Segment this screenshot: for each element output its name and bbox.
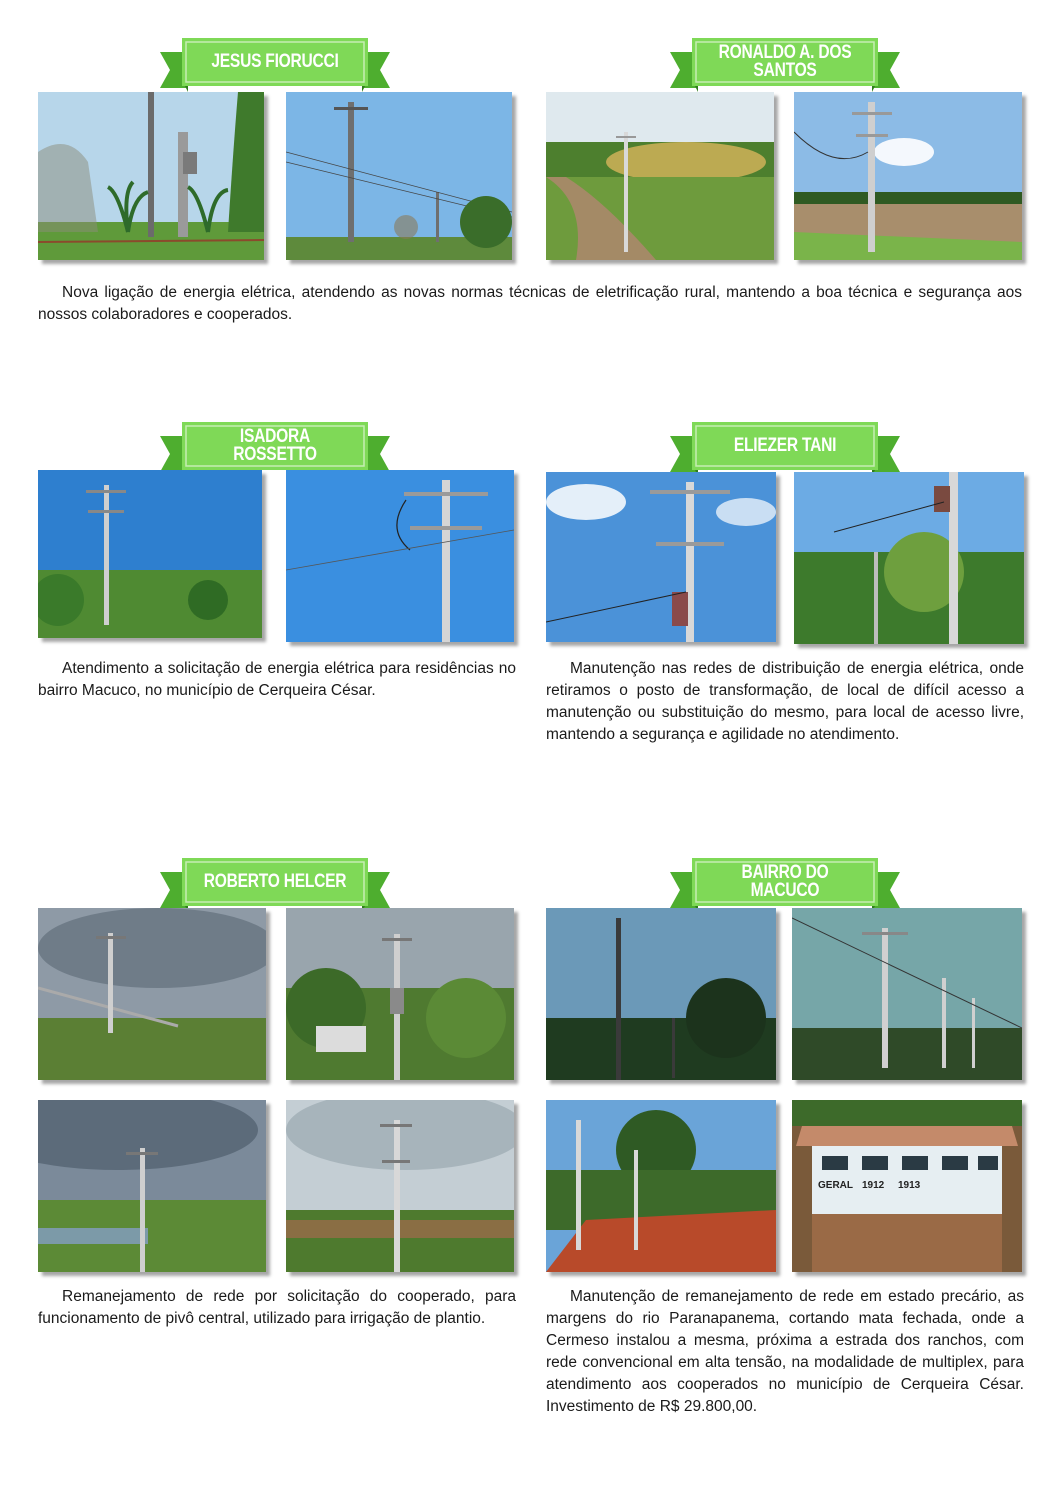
photo-eliezer-2	[794, 472, 1024, 644]
photo-pole-blue-sky	[286, 92, 512, 260]
section-title: ISADORA ROSSETTO	[233, 426, 317, 465]
photo-rural-pole-palms	[38, 92, 264, 260]
photo-roberto-3	[38, 1100, 266, 1272]
caption-isadora: Atendimento a solicitação de energia elétrica para residências no bairro Macuco, no município de Cerqueira César.	[38, 660, 516, 699]
photo-macuco-3	[546, 1100, 776, 1272]
photo-soy-field-pole	[794, 92, 1022, 260]
section-title-banner	[160, 36, 390, 98]
photo-macuco-1	[546, 908, 776, 1080]
caption-eliezer: Manutenção nas redes de distribuição de energia elétrica, onde retiramos o posto de transformação, de local de difícil acesso a manutenção ou substituição do mesmo, para local de acesso livre, mantendo a segurança e agilidade no atendimento.	[546, 660, 1024, 743]
photo-roberto-1	[38, 908, 266, 1080]
section-title: JESUS FIORUCCI	[211, 51, 339, 72]
caption-macuco: Manutenção de remanejamento de rede em estado precário, as margens do rio Paranapanema, cortando mata fechada, onde a Cermeso instalou a mesma, próxima a estrada dos ranchos, com rede convencional em alta tensão, na modalidade de multiplex, para atendimento aos cooperados no município de Cerqueira César. Investimento de R$ 29.800,00.	[546, 1288, 1024, 1415]
section-title: ELIEZER TANI	[733, 435, 837, 456]
caption-roberto: Remanejamento de rede por solicitação do cooperado, para funcionamento de pivô central, utilizado para irrigação de plantio.	[38, 1288, 516, 1327]
photo-macuco-2	[792, 908, 1022, 1080]
meter-label-geral: GERAL	[818, 1180, 853, 1191]
photo-isadora-2	[286, 470, 514, 642]
meter-label-1912: 1912	[862, 1180, 885, 1191]
photo-roberto-2	[286, 908, 514, 1080]
photo-eliezer-1	[546, 472, 776, 642]
photo-isadora-1	[38, 470, 262, 638]
meter-label-1913: 1913	[898, 1180, 921, 1191]
section-title: BAIRRO DO MACUCO	[741, 862, 829, 901]
section-title-banner	[670, 36, 900, 98]
photo-roberto-4	[286, 1100, 514, 1272]
photo-field-curve-road	[546, 92, 774, 260]
section-title: ROBERTO HELCER	[203, 871, 347, 892]
photo-meter-box	[792, 1100, 1022, 1272]
section-title: RONALDO A. DOS SANTOS	[718, 42, 852, 81]
caption-row1: Nova ligação de energia elétrica, atendendo as novas normas técnicas de eletrificação rural, mantendo a boa técnica e segurança aos nossos colaboradores e cooperados.	[38, 284, 1022, 323]
